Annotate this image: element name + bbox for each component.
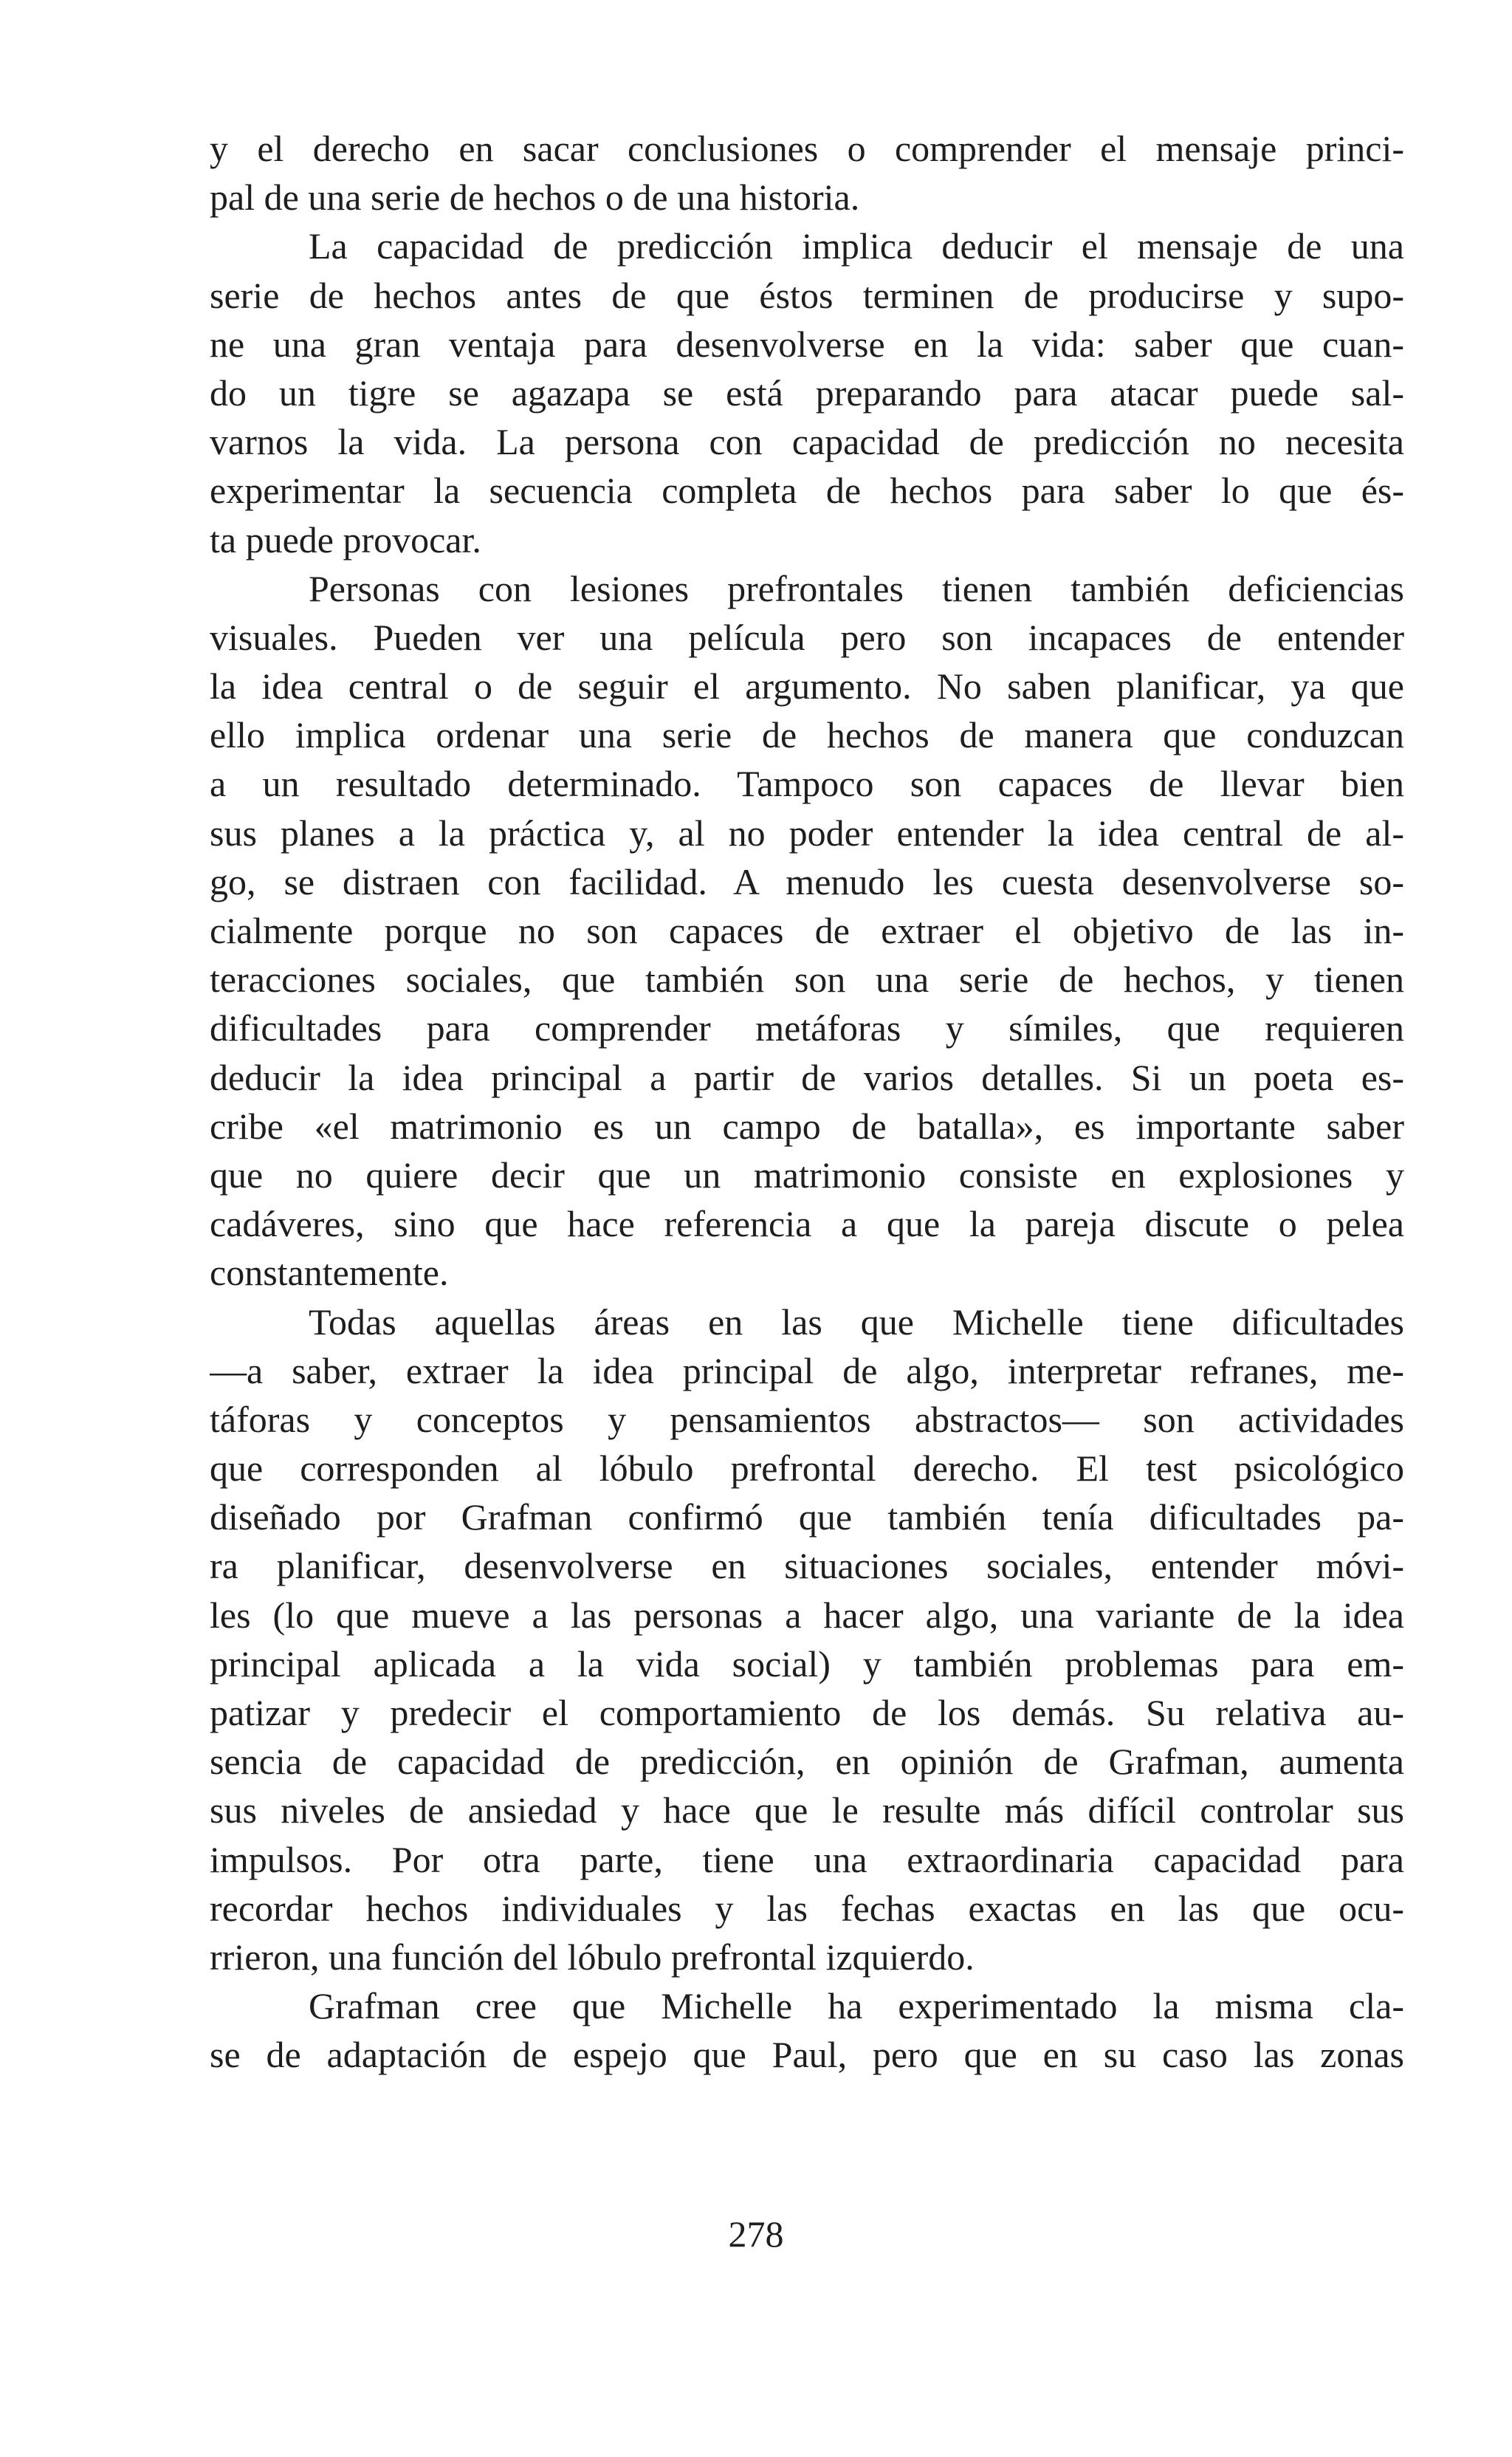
text-line: pal de una serie de hechos o de una historia. [210, 177, 860, 219]
body-text [210, 124, 1404, 2080]
text-line: patizar y predecir el comportamiento de los demás. Su relativa au- [210, 1692, 1404, 1733]
text-line: go, se distraen con facilidad. A menudo les cuesta desenvolverse so- [210, 860, 1404, 902]
text-line: visuales. Pueden ver una película pero son incapaces de entender [210, 616, 1404, 658]
text-line: impulsos. Por otra parte, tiene una extraordinaria capacidad para [210, 1838, 1404, 1880]
text-line: rrieron, una función del lóbulo prefrontal izquierdo. [210, 1936, 975, 1978]
text-line: experimentar la secuencia completa de hechos para saber lo que és- [210, 470, 1404, 512]
text-line: ra planificar, desenvolverse en situaciones sociales, entender móvi- [210, 1545, 1404, 1587]
text-line: constantemente. [210, 1252, 449, 1294]
text-line: y el derecho en sacar conclusiones o comprender el mensaje princi- [210, 128, 1404, 169]
text-line: dificultades para comprender metáforas y símiles, que requieren [210, 1007, 1404, 1049]
text-line: sencia de capacidad de predicción, en opinión de Grafman, aumenta [210, 1741, 1404, 1783]
text-line: serie de hechos antes de que éstos terminen de producirse y supo- [210, 274, 1404, 316]
text-line: teracciones sociales, que también son una serie de hechos, y tienen [210, 959, 1404, 1001]
text-line: do un tigre se agazapa se está preparando para atacar puede sal- [210, 371, 1404, 414]
text-line: que no quiere decir que un matrimonio consiste en explosiones y [210, 1154, 1404, 1196]
text-line: cribe «el matrimonio es un campo de batalla», es importante saber [210, 1105, 1404, 1147]
text-line: que corresponden al lóbulo prefrontal derecho. El test psicológico [210, 1447, 1404, 1490]
text-line: Todas aquellas áreas en las que Michelle tiene dificultades [309, 1301, 1404, 1343]
text-line: cialmente porque no son capaces de extraer el objetivo de las in- [210, 910, 1404, 951]
text-line: recordar hechos individuales y las fechas exactas en las que ocu- [210, 1887, 1404, 1929]
text-line: principal aplicada a la vida social) y también problemas para em- [210, 1642, 1404, 1685]
text-line: cadáveres, sino que hace referencia a que la pareja discute o pelea [210, 1203, 1404, 1245]
text-line: táforas y conceptos y pensamientos abstractos— son actividades [210, 1398, 1404, 1440]
text-line: ne una gran ventaja para desenvolverse en la vida: saber que cuan- [210, 323, 1404, 365]
text-line: les (lo que mueve a las personas a hacer algo, una variante de la idea [210, 1594, 1404, 1636]
page-number: 278 [728, 2213, 784, 2255]
text-line: sus planes a la práctica y, al no poder entender la idea central de al- [210, 812, 1404, 854]
text-line: diseñado por Grafman confirmó que también tenía dificultades pa- [210, 1496, 1404, 1538]
text-line: ta puede provocar. [210, 518, 481, 561]
text-line: Grafman cree que Michelle ha experimentado la misma cla- [309, 1985, 1404, 2027]
text-line: se de adaptación de espejo que Paul, pero que en su caso las zonas [210, 2034, 1404, 2076]
text-line: varnos la vida. La persona con capacidad de predicción no necesita [210, 421, 1404, 463]
text-line: ello implica ordenar una serie de hechos de manera que conduzcan [210, 714, 1404, 756]
text-line: sus niveles de ansiedad y hace que le resulte más difícil controlar sus [210, 1789, 1404, 1831]
text-line: deducir la idea principal a partir de varios detalles. Si un poeta es- [210, 1056, 1404, 1098]
text-line: Personas con lesiones prefrontales tienen también deficiencias [309, 567, 1404, 609]
text-line: La capacidad de predicción implica deducir el mensaje de una [309, 225, 1404, 267]
text-line: —a saber, extraer la idea principal de algo, interpretar refranes, me- [210, 1349, 1404, 1391]
text-line: la idea central o de seguir el argumento. No saben planificar, ya que [210, 665, 1404, 707]
text-line: a un resultado determinado. Tampoco son capaces de llevar bien [210, 763, 1404, 805]
